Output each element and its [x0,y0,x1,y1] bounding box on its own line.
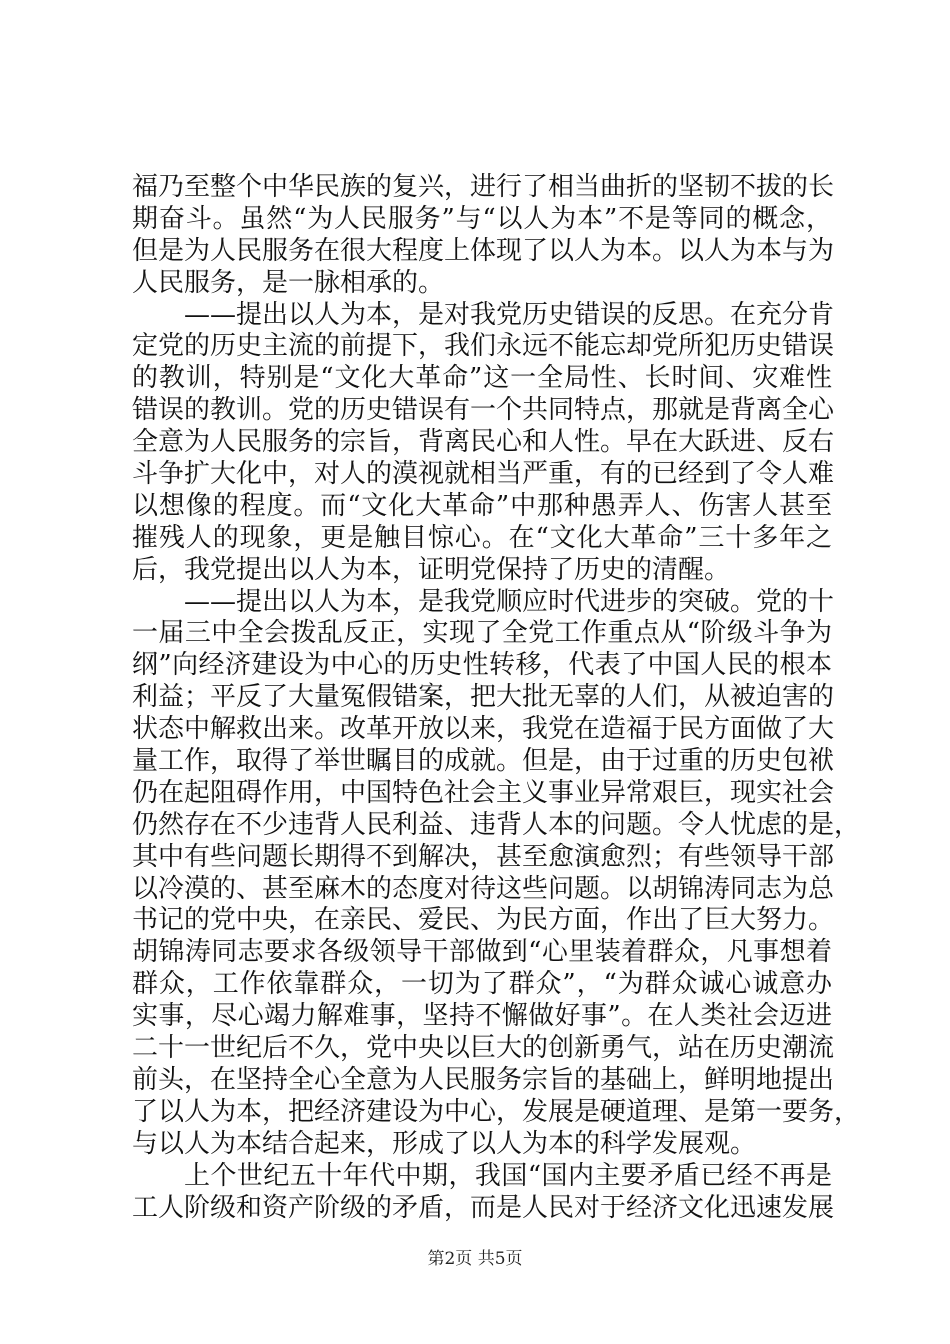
text-line: 与以人为本结合起来，形成了以人为本的科学发展观。 [132,1128,757,1159]
text-line: 定党的历史主流的前提下，我们永远不能忘却党所犯历史错误 [132,331,835,362]
text-line: 摧残人的现象，更是触目惊心。在“文化大革命”三十多年之 [132,522,832,553]
text-line: 量工作，取得了举世瞩目的成就。但是，由于过重的历史包袱 [132,746,835,777]
text-line: 前头，在坚持全心全意为人民服务宗旨的基础上，鲜明地提出 [132,1064,835,1095]
text-line: ——提出以人为本，是对我党历史错误的反思。在充分肯 [184,299,835,330]
text-line: 利益；平反了大量冤假错案，把大批无辜的人们，从被迫害的 [132,682,835,713]
text-line: 以想像的程度。而“文化大革命”中那种愚弄人、伤害人甚至 [132,490,832,521]
text-line: 群众，工作依靠群众，一切为了群众”，“为群众诚心诚意办 [132,969,832,1000]
body-text [132,172,861,1224]
text-line: 以冷漠的、甚至麻木的态度对待这些问题。以胡锦涛同志为总 [132,873,835,904]
text-line: 人民服务，是一脉相承的。 [132,267,445,298]
text-line: 纲”向经济建设为中心的历史性转移，代表了中国人民的根本 [132,650,832,681]
text-line: 错误的教训。党的历史错误有一个共同特点，那就是背离全心 [132,395,835,426]
text-line: 福乃至整个中华民族的复兴，进行了相当曲折的坚韧不拔的长 [132,172,835,202]
text-line: 了以人为本，把经济建设为中心，发展是硬道理、是第一要务， [132,1096,861,1127]
text-line: 其中有些问题长期得不到解决，甚至愈演愈烈；有些领导干部 [132,841,835,872]
text-line: 一届三中全会拨乱反正，实现了全党工作重点从“阶级斗争为 [132,618,832,649]
page-footer: 第2页 共5页 [427,1249,523,1269]
text-line: 但是为人民服务在很大程度上体现了以人为本。以人为本与为 [132,235,835,266]
text-line: 二十一世纪后不久，党中央以巨大的创新勇气，站在历史潮流 [132,1033,835,1064]
text-line: 期奋斗。虽然“为人民服务”与“以人为本”不是等同的概念， [132,203,832,234]
text-line: ——提出以人为本，是我党顺应时代进步的突破。党的十 [184,586,835,617]
text-line: 工人阶级和资产阶级的矛盾，而是人民对于经济文化迅速发展 [132,1192,835,1223]
text-line: 全意为人民服务的宗旨，背离民心和人性。早在大跃进、反右 [132,427,835,458]
text-line: 上个世纪五十年代中期，我国“国内主要矛盾已经不再是 [184,1160,832,1191]
text-line: 后，我党提出以人为本，证明党保持了历史的清醒。 [132,554,731,585]
text-line: 书记的党中央，在亲民、爱民、为民方面，作出了巨大努力。 [132,905,835,936]
text-line: 仍在起阻碍作用，中国特色社会主义事业异常艰巨，现实社会 [132,777,835,808]
text-line: 状态中解救出来。改革开放以来，我党在造福于民方面做了大 [132,714,835,745]
text-line: 的教训，特别是“文化大革命”这一全局性、长时间、灾难性 [132,363,832,394]
text-line: 斗争扩大化中，对人的漠视就相当严重，有的已经到了令人难 [132,459,835,490]
text-line: 仍然存在不少违背人民利益、违背人本的问题。令人忧虑的是， [132,809,861,840]
text-line: 实事，尽心竭力解难事，坚持不懈做好事”。在人类社会迈进 [132,1001,832,1032]
text-line: 胡锦涛同志要求各级领导干部做到“心里装着群众，凡事想着 [132,937,832,968]
